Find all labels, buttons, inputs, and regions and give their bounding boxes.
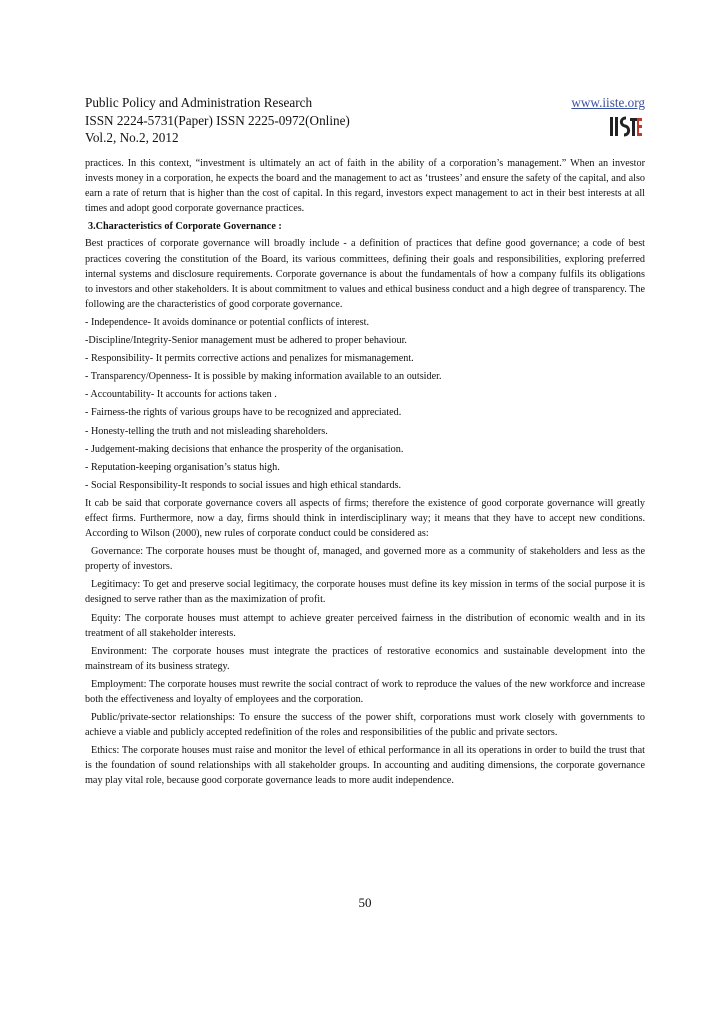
list-item: - Responsibility- It permits corrective actions and penalizes for mismanagement. — [85, 353, 414, 365]
rule-public-private: Public/private-sector relationships: To ensure the success of the power shift, corporations must work closely with governments to achieve a viable and publicly accepted redefinition of the roles and responsibilities of the public and private sectors. — [85, 712, 645, 739]
list-item: - Social Responsibility-It responds to social issues and high ethical standards. — [85, 479, 402, 491]
page-number: 50 — [358, 895, 372, 910]
journal-url-link[interactable]: www.iiste.org — [571, 95, 645, 110]
paragraph-best-practices: Best practices of corporate governance will broadly include - a definition of practices that define good governance; a code of best practices covering the constitution of the Board, its various committees, defining their goals and responsibilities, exploring preferred internal systems and disclosure requirements. Corporate governance is about the fundamentals of how a company fulfils its obligations to investors and other stakeholders. It is about commitment to values and ethical business conduct and a high degree of transparency. The following are the characteristics of good corporate governance. — [85, 238, 645, 310]
iiste-logo — [609, 114, 643, 138]
section-heading: 3.Characteristics of Corporate Governance : — [88, 221, 282, 233]
journal-title: Public Policy and Administration Research — [85, 95, 313, 110]
list-item: - Independence- It avoids dominance or potential conflicts of interest. — [85, 316, 370, 328]
journal-volume: Vol.2, No.2, 2012 — [85, 130, 179, 145]
list-item: - Fairness-the rights of various groups have to be recognized and appreciated. — [85, 407, 402, 419]
list-item: - Reputation-keeping organisation’s status high. — [85, 461, 280, 473]
paper-page — [85, 0, 645, 1030]
list-item: -Discipline/Integrity-Senior management must be adhered to proper behaviour. — [85, 335, 407, 347]
rule-environment: Environment: The corporate houses must integrate the practices of restorative economics and sustainable development into the mainstream of its business strategy. — [85, 645, 645, 672]
rule-legitimacy: Legitimacy: To get and preserve social legitimacy, the corporate houses must define its key mission in terms of the social purpose it is designed to serve rather than as the maximization of profit. — [85, 579, 645, 606]
list-item: - Honesty-telling the truth and not misleading shareholders. — [85, 425, 328, 437]
rule-employment: Employment: The corporate houses must rewrite the social contract of work to reproduce the values of the new workforce and increase both the effectiveness and loyalty of employees and the corporation. — [85, 678, 645, 705]
journal-header — [85, 94, 645, 154]
journal-issn: ISSN 2224-5731(Paper) ISSN 2225-0972(Online) — [85, 112, 350, 128]
rule-equity: Equity: The corporate houses must attempt to achieve greater perceived fairness in the distribution of economic wealth and in its treatment of all stakeholder interests. — [85, 612, 645, 639]
rule-governance: Governance: The corporate houses must be thought of, managed, and governed more as a community of stakeholders and less as the property of investors. — [85, 546, 645, 573]
list-item: - Transparency/Openness- It is possible by making information available to an outsider. — [85, 371, 442, 383]
article-body — [85, 156, 645, 789]
rule-ethics: Ethics: The corporate houses must raise and monitor the level of ethical performance in all its operations in order to build the trust that is the foundation of sound relationships with all stakeholder groups. In accounting and auditing dimensions, the corporate governance may play vital role, because good corporate governance leads to more audit independence. — [85, 745, 645, 787]
paragraph-intro: practices. In this context, “investment is ultimately an act of faith in the ability of a corporation’s management.” When an investor invests money in a corporation, he expects the board and the management to act as ‘trustees’ and ensure the safety of the capital, and also earn a rate of return that is higher than the cost of capital. In this regard, investors expect management to act in their best interests at all times and adopt good corporate governance practices. — [85, 158, 645, 215]
list-item: - Accountability- It accounts for actions taken . — [85, 389, 277, 401]
list-item: - Judgement-making decisions that enhance the prosperity of the organisation. — [85, 443, 404, 455]
paragraph-wilson: It cab be said that corporate governance covers all aspects of firms; therefore the existence of good corporate governance will greatly effect firms. Furthermore, now a day, firms should think in interdisciplinary way; it means that they have to accept new conditions. According to Wilson (2000), new rules of corporate conduct could be considered as: — [85, 497, 645, 540]
